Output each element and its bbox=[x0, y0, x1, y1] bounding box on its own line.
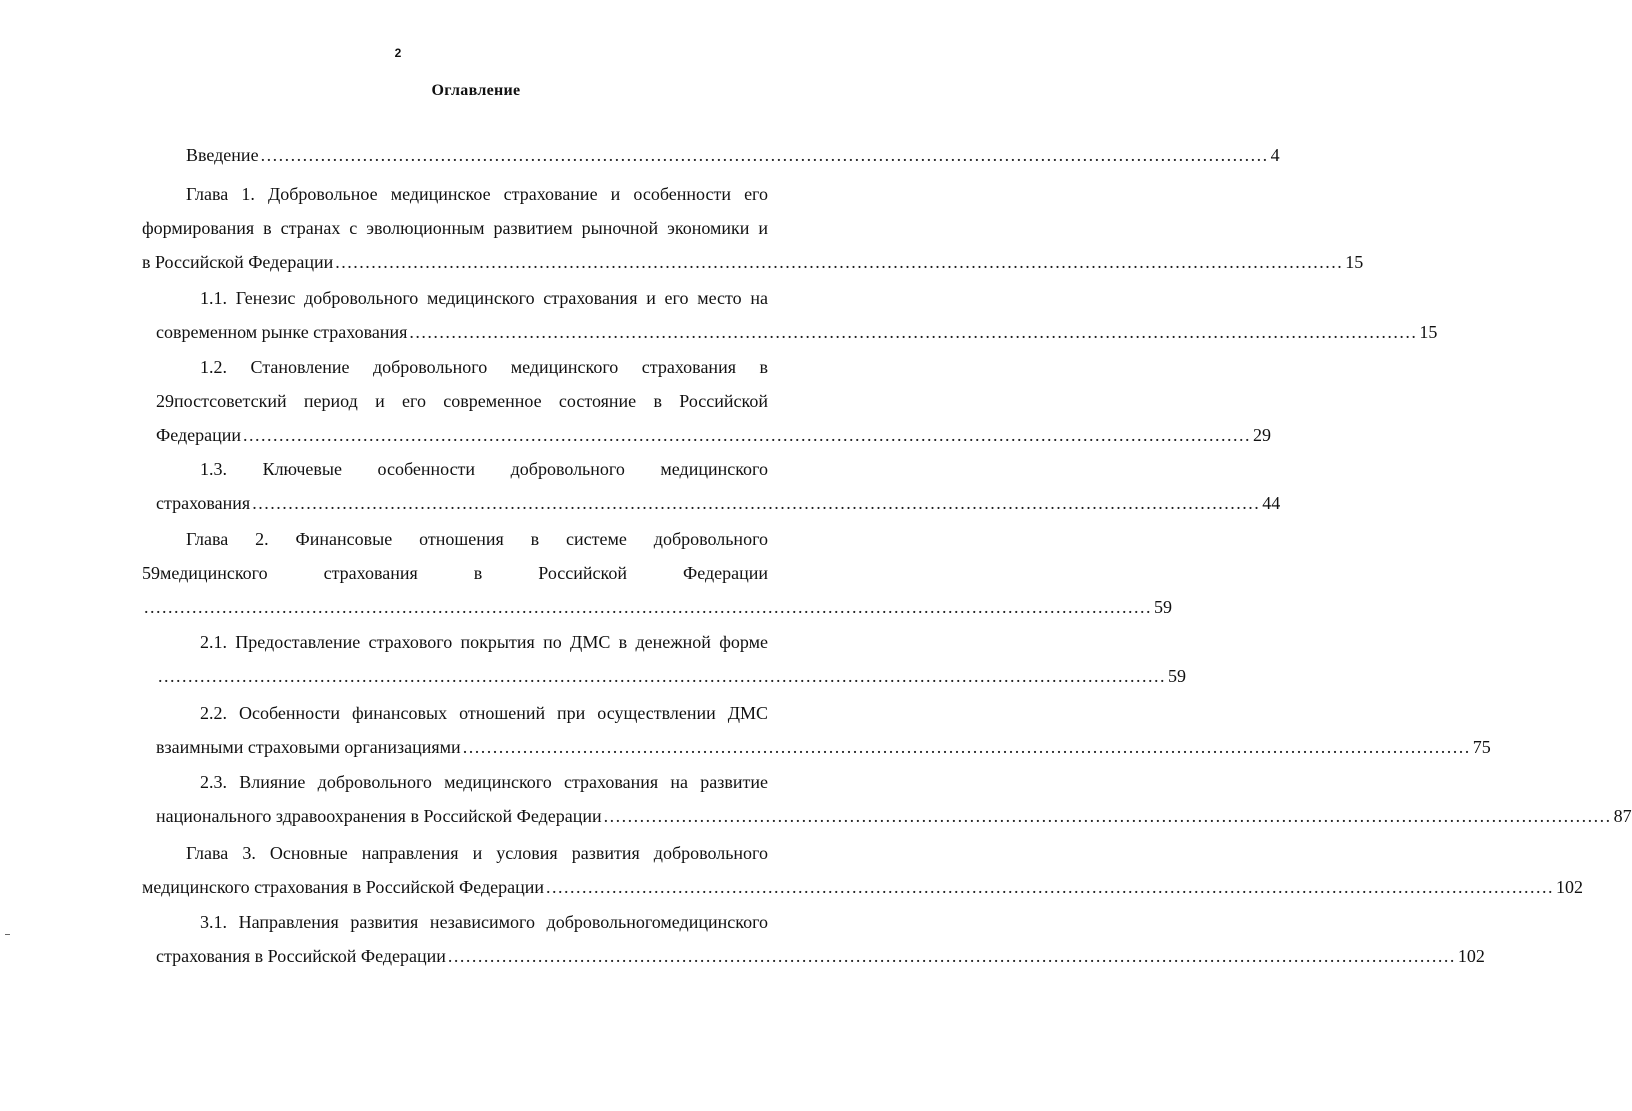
toc-page-number: 102 bbox=[1457, 946, 1485, 966]
toc-entry-section-1-1[interactable] bbox=[142, 281, 1438, 349]
page-title: Оглавление bbox=[431, 82, 521, 99]
toc-entry-section-2-1[interactable] bbox=[142, 625, 1186, 693]
dot-leader: ........................................................................................................................................................................ bbox=[144, 597, 1152, 617]
toc-entry-text: в Российской Федерации bbox=[142, 252, 334, 272]
toc-entry-chapter-3[interactable] bbox=[142, 836, 1583, 904]
toc-line bbox=[142, 799, 1632, 833]
toc-line bbox=[142, 486, 1281, 520]
toc-entry-text: медицинского страхования в Российской Федерации bbox=[142, 877, 544, 897]
margin-mark bbox=[5, 934, 10, 935]
toc-line bbox=[142, 138, 1280, 172]
dot-leader: ........................................................................................................................................................................ bbox=[447, 946, 1456, 966]
toc-page-number: 29 bbox=[1253, 425, 1272, 445]
toc-entry-text: Федерации bbox=[156, 425, 242, 445]
dot-leader: ........................................................................................................................................................................ bbox=[462, 737, 1471, 757]
toc-entry-chapter-2[interactable] bbox=[142, 522, 1172, 624]
toc-line bbox=[142, 590, 1172, 624]
toc-page-number: 44 bbox=[1262, 493, 1281, 513]
toc-line bbox=[142, 659, 1186, 693]
toc-entry-text: страхования в Российской Федерации bbox=[156, 946, 446, 966]
toc-line: Глава 3. Основные направления и условия развития добровольного bbox=[186, 843, 768, 863]
dot-leader: ........................................................................................................................................................................ bbox=[252, 493, 1261, 513]
toc-line: 59медицинского страхования в Российской Федерации bbox=[142, 563, 768, 583]
toc-entry-text: национального здравоохранения в Российской Федерации bbox=[156, 806, 602, 826]
toc-entry-chapter-1[interactable] bbox=[142, 177, 1364, 279]
toc-line: 1.1. Генезис добровольного медицинского страхования и его место на bbox=[200, 288, 768, 308]
toc-line: 1.3. Ключевые особенности добровольного медицинского bbox=[200, 459, 768, 479]
toc-line: Глава 2. Финансовые отношения в системе добровольного bbox=[186, 529, 768, 549]
dot-leader: ........................................................................................................................................................................ bbox=[335, 252, 1344, 272]
page-number: 2 bbox=[394, 46, 402, 60]
toc-line bbox=[142, 245, 1364, 279]
toc-entry-section-1-3[interactable] bbox=[142, 452, 1281, 520]
toc-line: 2.2. Особенности финансовых отношений при осуществлении ДМС bbox=[200, 703, 768, 723]
toc-entry-section-3-1[interactable] bbox=[142, 905, 1485, 973]
toc-line: формирования в странах с эволюционным развитием рыночной экономики и bbox=[142, 218, 768, 238]
toc-page-number: 4 bbox=[1270, 145, 1280, 165]
toc-entry-text: Введение bbox=[186, 145, 259, 165]
toc-line bbox=[142, 730, 1491, 764]
dot-leader: ........................................................................................................................................................................ bbox=[260, 145, 1269, 165]
toc-line: 3.1. Направления развития независимого добровольногомедицинского bbox=[200, 912, 768, 932]
toc-line: 2.1. Предоставление страхового покрытия по ДМС в денежной форме bbox=[200, 632, 768, 652]
toc-line: 2.3. Влияние добровольного медицинского страхования на развитие bbox=[200, 772, 768, 792]
toc-page-number: 59 bbox=[1154, 597, 1172, 617]
dot-leader: ........................................................................................................................................................................ bbox=[158, 666, 1166, 686]
toc-page-number: 15 bbox=[1419, 322, 1438, 342]
toc-line bbox=[142, 315, 1438, 349]
toc-page-number: 15 bbox=[1345, 252, 1364, 272]
toc-entry-text: современном рынке страхования bbox=[156, 322, 408, 342]
toc-line bbox=[142, 870, 1583, 904]
toc-page-number: 59 bbox=[1168, 666, 1186, 686]
toc-entry-text: страхования bbox=[156, 493, 251, 513]
toc-page-number: 87 bbox=[1613, 806, 1632, 826]
toc-entry-section-1-2[interactable] bbox=[142, 350, 1272, 452]
toc-entry-text: взаимными страховыми организациями bbox=[156, 737, 461, 757]
dot-leader: ........................................................................................................................................................................ bbox=[409, 322, 1418, 342]
dot-leader: ........................................................................................................................................................................ bbox=[243, 425, 1252, 445]
toc-line bbox=[142, 939, 1485, 973]
toc-line: 29постсоветский период и его современное состояние в Российской bbox=[156, 391, 768, 411]
toc-entry-section-2-3[interactable] bbox=[142, 765, 1632, 833]
dot-leader: ........................................................................................................................................................................ bbox=[545, 877, 1554, 897]
toc-line bbox=[142, 418, 1272, 452]
toc-page-number: 75 bbox=[1472, 737, 1491, 757]
toc-entry-section-2-2[interactable] bbox=[142, 696, 1491, 764]
toc-line: 1.2. Становление добровольного медицинского страхования в bbox=[200, 357, 768, 377]
toc-line: Глава 1. Добровольное медицинское страхование и особенности его bbox=[186, 184, 768, 204]
toc-entry-introduction[interactable] bbox=[142, 138, 1280, 172]
toc-page-number: 102 bbox=[1555, 877, 1583, 897]
dot-leader: ........................................................................................................................................................................ bbox=[603, 806, 1612, 826]
